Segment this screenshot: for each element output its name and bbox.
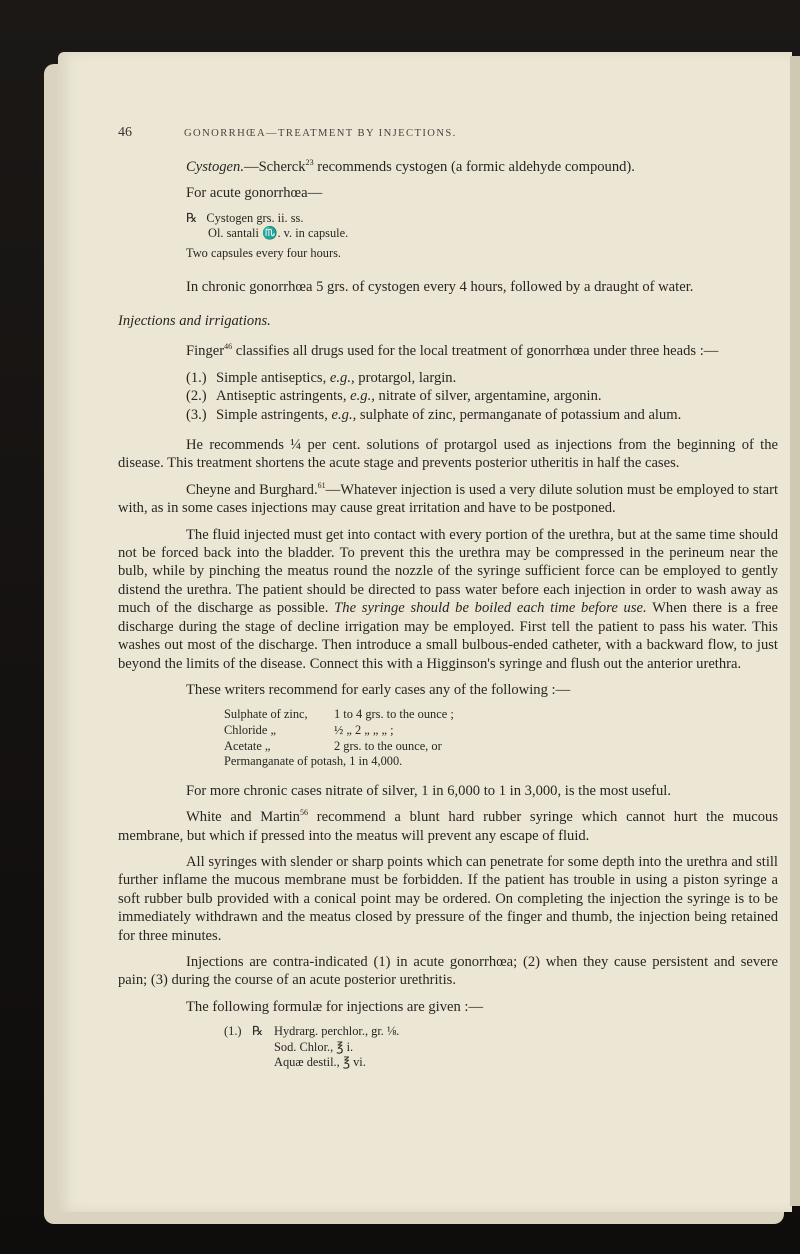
running-title: GONORRHŒA—TREATMENT BY INJECTIONS. [184, 128, 457, 139]
table-row: Chloride „ ½ „ 2 „ „ „ ; [224, 722, 394, 737]
drug-class-list [186, 369, 778, 424]
table-row: Sulphate of zinc, 1 to 4 grs. to the ounce ; [224, 707, 454, 722]
finger-paragraph [118, 342, 778, 360]
cystogen-term: Cystogen. [186, 159, 244, 175]
for-acute-line: For acute gonorrhœa— [186, 185, 323, 202]
formulae-intro: The following formulæ for injections are given :— [186, 998, 484, 1015]
table-row: Acetate „ 2 grs. to the ounce, or [224, 738, 442, 753]
finger-text: classifies all drugs used for the local treatment of gonorrhœa under three heads :— [232, 343, 719, 360]
list-item: (3.) Simple astringents, e.g., sulphate of zinc, permanganate of potassium and alum. [186, 406, 682, 423]
fraction: ¼ [290, 437, 302, 454]
finger-name: Finger [186, 343, 225, 360]
rx-line-2: Ol. santali ♏. v. in capsule. [208, 226, 349, 241]
list-item: (1.) Simple antiseptics, e.g., protargol, largin. [186, 369, 457, 386]
syringes-paragraph: All syringes with slender or sharp points which can penetrate for some depth into the urethra and still further inflame the mucous membrane must be forbidden. If the patient has trouble in using a piston syringe a soft rubber bulb provided with a conical point may be ordered. On completing the injection the syringe is to be immediately withdrawn and the meatus closed by pressure of the finger and thumb, the injection being retained for three minutes. [118, 853, 778, 944]
finger-ref: 46 [224, 342, 233, 352]
page-header [118, 124, 778, 146]
fluid-paragraph: The fluid injected must get into contact with every portion of the urethra, but at the same time should not be forced back into the bladder. To prevent this the urethra may be compressed in the perineum near the bulb, while by pinching the meatus round the nozzle of the syringe sufficient force can be employed to gently distend the urethra. The patient should be directed to pass water before each injection in order to wash away as much of the discharge as possible. The syringe should be boiled each time before use. When there is a free discharge during the stage of decline irrigation may be employed. First tell the patient to pass his water. This washes out most of the discharge. Then introduce a small bulbous-ended catheter, with a backward flow, to just beyond the limits of the disease. Connect this with a Higginson's syringe and flush out the anterior urethra. [118, 526, 778, 672]
contra-paragraph: Injections are contra-indicated (1) in acute gonorrhœa; (2) when they cause persistent and severe pain; (3) during the course of an acute posterior urethritis. [118, 953, 778, 989]
list-item: (2.) Antiseptic astringents, e.g., nitrate of silver, argentamine, argonin. [186, 388, 602, 405]
formula-1: (1.) ℞ Hydrarg. perchlor., gr. ⅛. Sod. Chlor., ℥ i. Aquæ destil., ℥ vi. [224, 1024, 400, 1070]
page-edge-strip [790, 56, 800, 1206]
white-ref: 56 [299, 808, 308, 818]
page-content [118, 124, 778, 1071]
rx-note: Two capsules every four hours. [186, 246, 342, 260]
rx-line-1 [186, 211, 778, 227]
cystogen-chronic: In chronic gonorrhœa 5 grs. of cystogen every 4 hours, followed by a draught of water. [186, 278, 694, 295]
nitrate-paragraph: For more chronic cases nitrate of silver, 1 in 6,000 to 1 in 3,000, is the most useful. [186, 782, 671, 799]
cystogen-prescription [186, 211, 778, 242]
table-row: Permanganate of potash, 1 in 4,000. [224, 754, 403, 769]
rx-symbol: ℞ [252, 1024, 264, 1039]
cheyne-paragraph: Cheyne and Burghard.$^{61}$—Whatever injection is used a very dilute solution must be employed to start with, as in some cases injections may cause great irritation and have to be postponed. [118, 480, 779, 517]
rx-symbol: ℞ [186, 210, 198, 225]
cystogen-ref: 23 [305, 158, 314, 168]
cystogen-intro [118, 158, 778, 176]
white-martin-paragraph: White and Martin$^{56}$ recommend a blunt hard rubber syringe which cannot hurt the mucous membrane, but which if pressed into the meatus will prevent any escape of fluid. [118, 808, 779, 844]
syringe-boil-note: The syringe should be boiled each time before use. [334, 600, 647, 617]
injections-heading: Injections and irrigations. [118, 313, 271, 329]
formula-number: (1.) [224, 1024, 242, 1039]
rx-line-1-text: Cystogen grs. ii. ss. [206, 210, 304, 225]
protargol-paragraph: He recommends ¼ per cent. solutions of protargol used as injections from the beginning of the disease. This treatment shortens the acute stage and prevents posterior utheritis in half the cases. [118, 437, 778, 472]
cheyne-ref: 61 [317, 480, 326, 490]
cystogen-author: —Scherck [243, 159, 306, 175]
cheyne-authors: Cheyne and Burghard. [186, 481, 318, 498]
cystogen-desc: recommends cystogen (a formic aldehyde compound). [313, 159, 635, 175]
writers-paragraph: These writers recommend for early cases any of the following :— [186, 681, 571, 698]
astringent-table [224, 707, 778, 769]
page-number: 46 [118, 125, 132, 140]
